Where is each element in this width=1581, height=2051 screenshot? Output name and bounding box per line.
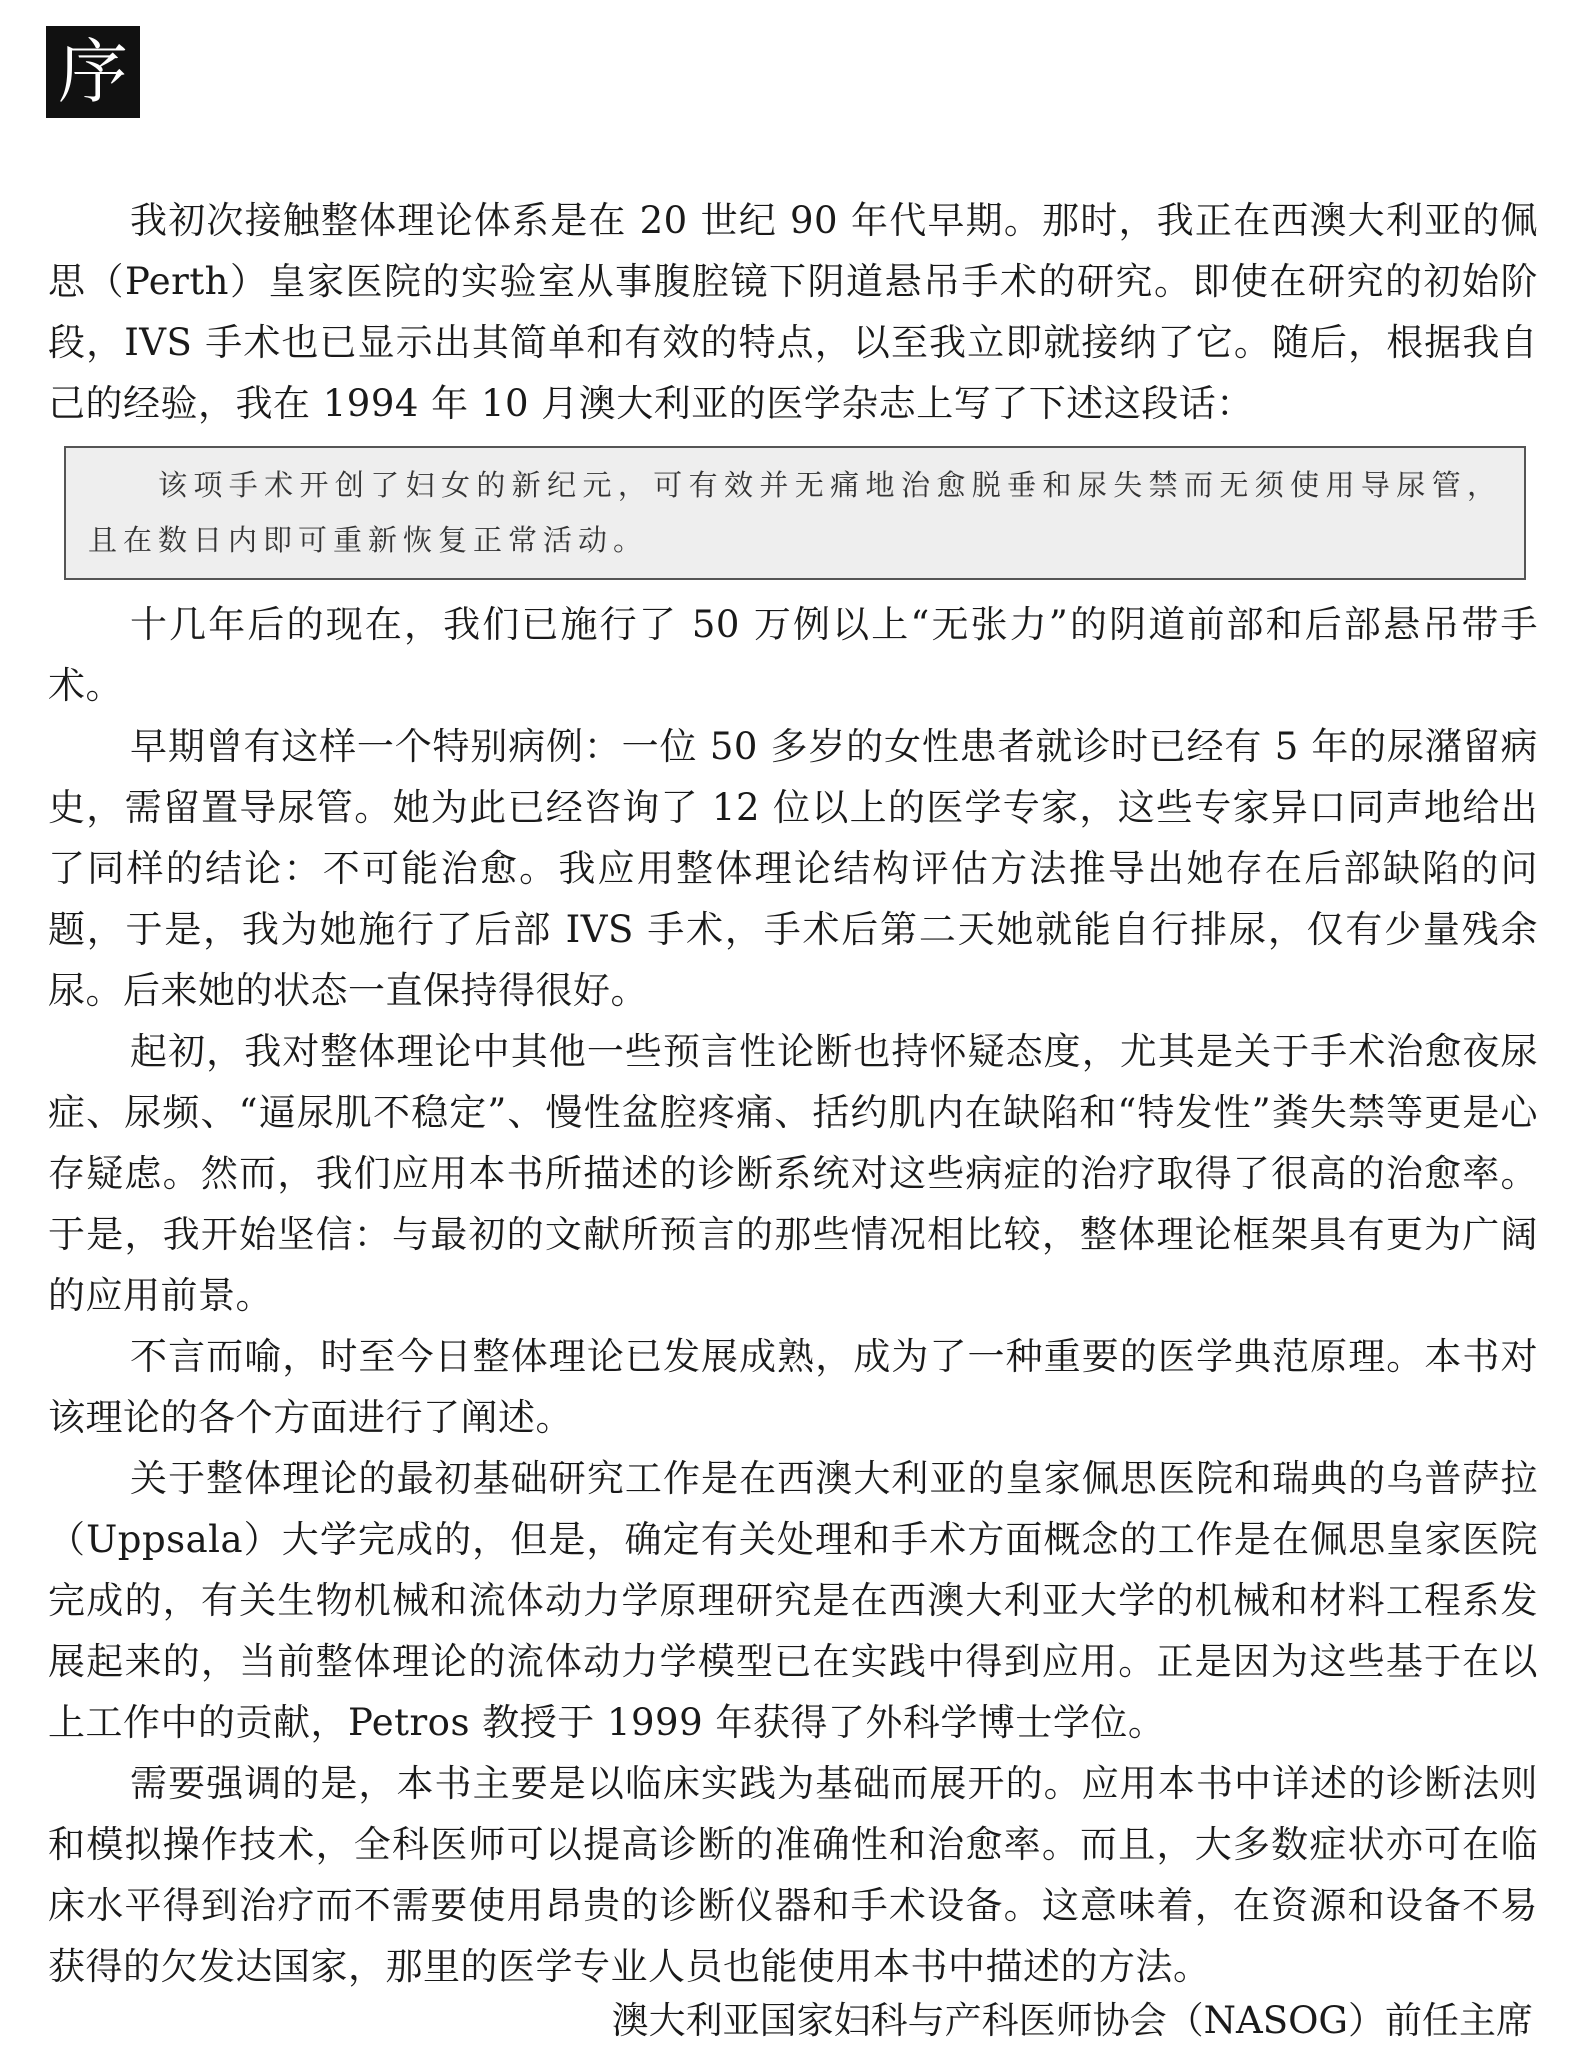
preface-body (48, 190, 1538, 1997)
paragraph: 不言而喻，时至今日整体理论已发展成熟，成为了一种重要的医学典范原理。本书对该理论的各个方面进行了阐述。 (48, 1335, 1538, 1439)
paragraph: 十几年后的现在，我们已施行了 50 万例以上“无张力”的阴道前部和后部悬吊带手术。 (48, 603, 1538, 707)
paragraph: 需要强调的是，本书主要是以临床实践为基础而展开的。应用本书中详述的诊断法则和模拟操作技术，全科医师可以提高诊断的准确性和治愈率。而且，大多数症状亦可在临床水平得到治疗而不需要使用昂贵的诊断仪器和手术设备。这意味着，在资源和设备不易获得的欠发达国家，那里的医学专业人员也能使用本书中描述的方法。 (48, 1762, 1538, 1988)
paragraph: 早期曾有这样一个特别病例：一位 50 多岁的女性患者就诊时已经有 5 年的尿潴留病史，需留置导尿管。她为此已经咨询了 12 位以上的医学专家，这些专家异口同声地给出了同样的结论：不可能治愈。我应用整体理论结构评估方法推导出她存在后部缺陷的问题，于是，我为她施行了后部 IVS 手术，手术后第二天她就能自行排尿，仅有少量残余尿。后来她的状态一直保持得很好。 (48, 725, 1538, 1012)
paragraph: 起初，我对整体理论中其他一些预言性论断也持怀疑态度，尤其是关于手术治愈夜尿症、尿频、“逼尿肌不稳定”、慢性盆腔疼痛、括约肌内在缺陷和“特发性”粪失禁等更是心存疑虑。然而，我们应用本书所描述的诊断系统对这些病症的治疗取得了很高的治愈率。于是，我开始坚信：与最初的文献所预言的那些情况相比较，整体理论框架具有更为广阔的应用前景。 (48, 1030, 1538, 1317)
paragraph: 我初次接触整体理论体系是在 20 世纪 90 年代早期。那时，我正在西澳大利亚的佩思（Perth）皇家医院的实验室从事腹腔镜下阴道悬吊手术的研究。即使在研究的初始阶段，IVS 手术也已显示出其简单和有效的特点，以至我立即就接纳了它。随后，根据我自己的经验，我在 1994 年 10 月澳大利亚的医学杂志上写了下述这段话： (48, 199, 1538, 425)
section-heading: 序 (46, 26, 140, 118)
quote-text: 该项手术开创了妇女的新纪元，可有效并无痛地治愈脱垂和尿失禁而无须使用导尿管，且在数日内即可重新恢复正常活动。 (88, 468, 1502, 557)
author-signature: 澳大利亚国家妇科与产科医师协会（NASOG）前任主席 (611, 1999, 1533, 2042)
paragraph: 关于整体理论的最初基础研究工作是在西澳大利亚的皇家佩思医院和瑞典的乌普萨拉（Uppsala）大学完成的，但是，确定有关处理和手术方面概念的工作是在佩思皇家医院完成的，有关生物机械和流体动力学原理研究是在西澳大利亚大学的机械和材料工程系发展起来的，当前整体理论的流体动力学模型已在实践中得到应用。正是因为这些基于在以上工作中的贡献，Petros 教授于 1999 年获得了外科学博士学位。 (48, 1457, 1538, 1744)
quote-box (64, 446, 1526, 580)
